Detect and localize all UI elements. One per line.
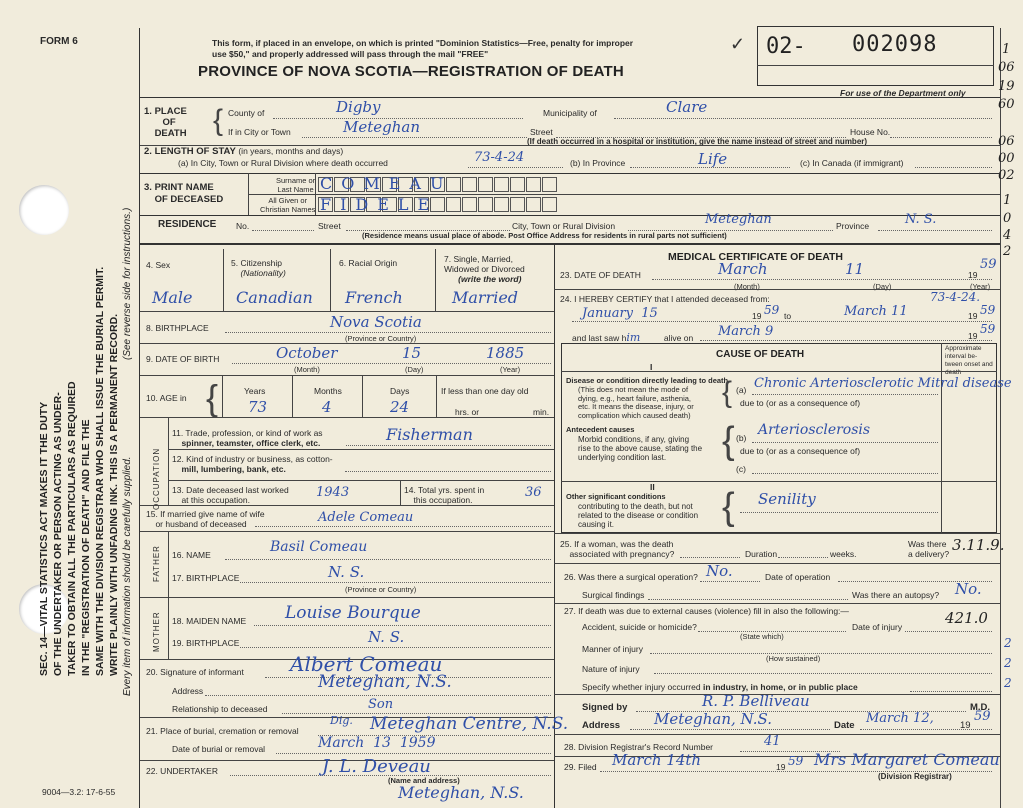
- birthplace-sub: (Province or Country): [345, 334, 417, 343]
- mother-name-value: Louise Bourque: [285, 603, 421, 623]
- dod-day: 11: [845, 260, 865, 278]
- due-to-b: due to (or as a consequence of): [740, 446, 861, 456]
- burial-prefix: Dig.: [330, 714, 353, 727]
- sex-label: 4. Sex: [146, 260, 171, 270]
- checkmark-icon: ✓: [730, 34, 746, 54]
- stay-b-label: (b) In Province: [570, 158, 626, 168]
- medical-title: MEDICAL CERTIFICATE OF DEATH: [668, 251, 843, 263]
- mother-name-label: 18. MAIDEN NAME: [172, 616, 247, 626]
- name-letter-box: [542, 197, 557, 212]
- certificate-date-label: Date: [834, 720, 855, 731]
- margin-age-note: 73-4-24.: [930, 290, 981, 304]
- due-to-a: due to (or as a consequence of): [740, 398, 861, 408]
- given-label: All Given or Christian Names: [260, 196, 316, 214]
- other-conditions-label: Other significant conditions: [566, 492, 666, 501]
- age-years: 73: [248, 398, 268, 416]
- spouse-value: Adele Comeau: [318, 510, 414, 525]
- name-letter-box: [462, 177, 477, 192]
- delivery-label: Was there a delivery?: [908, 539, 950, 559]
- how-sustained-sub: (How sustained): [766, 654, 821, 663]
- residence-province-label: Province: [836, 221, 870, 231]
- certificate-date: March 12,: [866, 711, 934, 726]
- side-instruction-6: WRITE PLAINLY WITH UNFADING INK. THIS IS A PERMANENT RECORD.: [108, 313, 120, 676]
- name-letter-box: [510, 177, 525, 192]
- dod-year-sub: (Year): [970, 282, 991, 291]
- surgical-label: 26. Was there a surgical operation?: [564, 572, 698, 582]
- form-number: FORM 6: [40, 36, 78, 47]
- name-letter-box: [542, 177, 557, 192]
- attend-from-year-prefix: 19: [752, 311, 762, 321]
- margin-code: 06: [998, 134, 1015, 149]
- attend-to: March 11: [844, 304, 908, 319]
- last-saw-year-prefix: 19: [968, 331, 978, 341]
- informant-signature: Albert Comeau: [290, 652, 443, 676]
- registration-prefix: 02-: [766, 34, 806, 59]
- racial-value: French: [345, 288, 403, 307]
- dod-label: 23. DATE OF DEATH: [560, 270, 641, 280]
- city-label: If in City or Town: [228, 127, 291, 137]
- name-letter-box: [462, 197, 477, 212]
- certificate-year: 59: [974, 709, 991, 724]
- sex-value: Male: [152, 288, 193, 307]
- side-instruction-4: IN THE "REGISTRATION OF DEATH" AND FILE THE: [80, 419, 92, 676]
- dob-day: 15: [402, 344, 422, 362]
- name-letter-box: [494, 177, 509, 192]
- margin-code: 06: [998, 60, 1015, 75]
- father-name-label: 16. NAME: [172, 550, 211, 560]
- accident-label: Accident, suicide or homicide?: [582, 622, 697, 632]
- surname-value: COMEAU: [320, 174, 453, 193]
- md-label: M.D.: [970, 702, 991, 713]
- trade-label: 11. Trade, profession, or kind of work as spinner, teamster, office clerk, etc.: [172, 428, 323, 448]
- roman-ii: II: [650, 482, 655, 492]
- filed-year: 59: [788, 754, 804, 768]
- hrs-label: hrs. or: [455, 407, 480, 417]
- name-letter-box: [526, 197, 541, 212]
- burial-date: March 13 1959: [318, 735, 436, 751]
- undertaker-label: 22. UNDERTAKER: [146, 766, 218, 776]
- place-label: 1. PLACE OF DEATH: [144, 106, 187, 139]
- undertaker-sub: (Name and address): [388, 776, 460, 785]
- approx-interval-label: Approximate interval be- tween onset and death: [945, 345, 993, 376]
- name-letter-box: [526, 177, 541, 192]
- informant-label: 20. Signature of informant: [146, 667, 244, 677]
- physician-address-label: Address: [582, 720, 621, 731]
- division-registrar-signature: Mrs Margaret Comeau: [814, 750, 1000, 769]
- record-number-label: 28. Division Registrar's Record Number: [564, 742, 714, 752]
- physician-address: Meteghan, N.S.: [654, 710, 772, 728]
- racial-label: 6. Racial Origin: [339, 258, 398, 268]
- margin-code-27: 421.0: [945, 609, 988, 627]
- occupation-vertical-label: OCCUPATION: [152, 447, 161, 510]
- marital-value: Married: [452, 288, 519, 307]
- physician-signature: R. P. Belliveau: [702, 692, 810, 710]
- mother-birthplace-label: 19. BIRTHPLACE: [172, 638, 240, 648]
- trade-value: Fisherman: [386, 425, 473, 444]
- residence-note: (Residence means usual place of abode. Post Office Address for residents in rural parts not sufficient): [362, 231, 727, 240]
- residence-no-label: No.: [236, 221, 250, 231]
- name-label: 3. PRINT NAME OF DECEASED: [144, 182, 224, 205]
- birthplace-value: Nova Scotia: [330, 313, 422, 331]
- manner-label: Manner of injury: [582, 644, 643, 654]
- citizenship-value: Canadian: [236, 288, 313, 307]
- dob-label: 9. DATE OF BIRTH: [146, 354, 220, 364]
- filed-label: 29. Filed: [564, 762, 597, 772]
- dob-day-sub: (Day): [405, 365, 424, 374]
- to-label: to: [784, 311, 792, 321]
- informant-address-label: Address: [172, 686, 204, 696]
- house-label: House No.: [850, 127, 891, 137]
- county-label: County of: [228, 108, 265, 118]
- less-than-day-label: If less than one day old: [441, 386, 529, 396]
- certificate-year-prefix: 19: [960, 720, 971, 731]
- age-months-label: Months: [314, 386, 342, 396]
- antecedent-note: Morbid conditions, if any, giving rise to the above cause, stating the underlying condition last.: [578, 435, 703, 462]
- duration-label: Duration: [745, 549, 778, 559]
- filed-year-prefix: 19: [776, 762, 786, 772]
- surname-label: Surname or Last Name: [276, 176, 316, 194]
- relationship-value: Son: [368, 697, 394, 712]
- marital-label: 7. Single, Married, Widowed or Divorced (write the word): [444, 254, 525, 284]
- other-conditions-value: Senility: [758, 490, 816, 508]
- father-vertical-label: FATHER: [152, 545, 161, 582]
- cause-b-value: Arteriosclerosis: [758, 422, 871, 438]
- father-birthplace-value: N. S.: [328, 563, 365, 581]
- municipality-value: Clare: [666, 98, 708, 116]
- autopsy-label: Was there an autopsy?: [852, 590, 940, 600]
- division-registrar-sub: (Division Registrar): [878, 772, 952, 781]
- weeks-label: weeks.: [830, 549, 857, 559]
- burial-date-label: Date of burial or removal: [172, 744, 266, 754]
- total-years-label: 14. Total yrs. spent in this occupation.: [404, 485, 485, 505]
- citizenship-label: 5. Citizenship (Nationality): [231, 258, 286, 278]
- margin-code: 1: [1002, 42, 1011, 57]
- side-instruction-7: (See reverse side for instructions.): [122, 207, 133, 360]
- antecedent-label: Antecedent causes: [566, 425, 635, 434]
- margin-code: 2: [1003, 244, 1012, 259]
- operation-date-label: Date of operation: [765, 572, 831, 582]
- min-label: min.: [533, 407, 550, 417]
- last-worked-value: 1943: [316, 485, 350, 500]
- signed-by-label: Signed by: [582, 702, 628, 713]
- autopsy-value: No.: [955, 580, 982, 598]
- surgical-findings-label: Surgical findings: [582, 590, 645, 600]
- attend-from-year: 59: [764, 303, 780, 317]
- age-days-label: Days: [390, 386, 410, 396]
- margin-code: 00: [998, 151, 1015, 166]
- name-letter-box: [494, 197, 509, 212]
- cause-title: CAUSE OF DEATH: [716, 349, 805, 360]
- name-letter-box: [478, 197, 493, 212]
- margin-code: 0: [1003, 211, 1012, 226]
- father-name-value: Basil Comeau: [270, 539, 368, 555]
- age-days: 24: [390, 398, 410, 416]
- age-label: 10. AGE in: [146, 393, 187, 403]
- mail-notice-1: This form, if placed in an envelope, on which is printed "Dominion Statistics—Free, penalty for improper: [212, 38, 634, 48]
- residence-city-label: City, Town or Rural Division: [512, 221, 616, 231]
- residence-street-label: Street: [318, 221, 341, 231]
- name-letter-box: [446, 197, 461, 212]
- dob-month-sub: (Month): [294, 365, 320, 374]
- stay-c-label: (c) In Canada (if immigrant): [800, 158, 904, 168]
- birthplace-label: 8. BIRTHPLACE: [146, 323, 209, 333]
- side-instruction-5: SAME WITH THE DIVISION REGISTRAR WHO SHALL ISSUE THE BURIAL PERMIT.: [94, 266, 106, 676]
- burial-place: Meteghan Centre, N.S.: [370, 714, 569, 734]
- residence-province-value: N. S.: [905, 212, 937, 227]
- nature-label: Nature of injury: [582, 664, 640, 674]
- side-instruction-2: OF THE UNDERTAKER OR PERSON ACTING AS UNDER-: [52, 392, 64, 676]
- side-instruction-1: SEC. 14—VITAL STATISTICS ACT MAKES IT THE DUTY: [38, 401, 50, 676]
- municipality-label: Municipality of: [543, 108, 597, 118]
- mail-notice-2: use $50," and properly addressed will pass through the mail "FREE": [212, 49, 489, 59]
- punch-hole-top: [19, 185, 69, 235]
- undertaker-address: Meteghan, N.S.: [398, 783, 524, 802]
- dod-year: 59: [980, 257, 997, 272]
- margin-code: 4: [1003, 228, 1012, 243]
- residence-label: RESIDENCE: [158, 219, 217, 230]
- hospital-note: (If death occurred in a hospital or institution, give the name instead of street and number): [527, 137, 868, 146]
- name-letter-box: [478, 177, 493, 192]
- last-worked-label: 13. Date deceased last worked at this occupation.: [172, 485, 289, 505]
- department-note: For use of the Department only: [840, 88, 966, 98]
- informant-address: Meteghan, N.S.: [318, 672, 452, 692]
- last-saw-label: and last saw him alive on: [572, 331, 694, 344]
- last-saw-date: March 9: [718, 324, 774, 339]
- dod-year-prefix: 19: [968, 270, 978, 280]
- father-birthplace-label: 17. BIRTHPLACE: [172, 573, 240, 583]
- form-title: PROVINCE OF NOVA SCOTIA—REGISTRATION OF DEATH: [198, 63, 624, 80]
- city-value: Meteghan: [343, 118, 421, 136]
- form-code: 9004—3.2: 17-6-55: [42, 787, 116, 797]
- spouse-label: 15. If married give name of wife or husband of deceased: [146, 509, 265, 529]
- cause-a-label: (a): [736, 385, 747, 395]
- other-conditions-note: contributing to the death, but not related to the disease or condition causing it.: [578, 502, 699, 529]
- roman-i: I: [650, 362, 653, 372]
- dod-day-sub: (Day): [873, 282, 892, 291]
- dob-year: 1885: [486, 344, 525, 362]
- margin-code: 60: [998, 97, 1015, 112]
- margin-code: 1: [1003, 193, 1012, 208]
- residence-city-value: Meteghan: [705, 212, 772, 227]
- margin-code: 02: [998, 168, 1015, 183]
- stay-a-value: 73-4-24: [474, 150, 525, 165]
- margin-code-25: 3.11.9.: [952, 536, 1005, 554]
- attend-to-year-prefix: 19: [968, 311, 978, 321]
- age-months: 4: [322, 398, 332, 416]
- direct-cause-label: Disease or condition directly leading to death: [566, 376, 729, 385]
- margin-code: 19: [998, 79, 1015, 94]
- injury-date-label: Date of injury: [852, 622, 903, 632]
- given-names-value: FIDELE: [320, 195, 439, 214]
- state-which-sub: (State which): [740, 632, 784, 641]
- county-value: Digby: [336, 98, 381, 116]
- cause-c-label: (c): [736, 464, 746, 474]
- side-instruction-8: Every item of information should be carefully supplied.: [122, 456, 133, 696]
- side-instruction-3: TAKER TO OBTAIN ALL THE PARTICULARS AS REQUIRED: [66, 381, 78, 676]
- undertaker-signature: J. L. Deveau: [322, 756, 431, 777]
- attend-label: 24. I HEREBY CERTIFY that I attended deceased from:: [560, 294, 770, 304]
- surgical-value: No.: [706, 562, 733, 580]
- stay-b-value: Life: [698, 150, 728, 168]
- name-letter-box: [510, 197, 525, 212]
- dod-month-sub: (Month): [734, 282, 760, 291]
- dob-year-sub: (Year): [500, 365, 521, 374]
- mother-birthplace-value: N. S.: [368, 628, 405, 646]
- cause-b-label: (b): [736, 433, 747, 443]
- attend-from: January 15: [582, 306, 658, 321]
- father-country-sub: (Province or Country): [345, 585, 417, 594]
- street-label: Street: [530, 127, 553, 137]
- stay-label: 2. LENGTH OF STAY (in years, months and days): [144, 146, 344, 157]
- age-years-label: Years: [244, 386, 266, 396]
- dob-month: October: [276, 344, 338, 362]
- record-number-value: 41: [764, 734, 781, 749]
- registration-number: 002098: [852, 32, 938, 57]
- external-label: 27. If death was due to external causes (violence) fill in also the following:—: [564, 606, 849, 616]
- mother-vertical-label: MOTHER: [152, 611, 161, 652]
- stay-a-label: (a) In City, Town or Rural Division where death occurred: [178, 158, 388, 168]
- burial-label: 21. Place of burial, cremation or removal: [146, 726, 299, 736]
- industry-label: 12. Kind of industry or business, as cotton- mill, lumbering, bank, etc.: [172, 454, 333, 474]
- direct-cause-note: (This does not mean the mode of dying, e.g., heart failure, asthenia, etc. It means the disease, injury, or complication which caused death): [578, 385, 694, 420]
- last-saw-year: 59: [980, 322, 996, 336]
- attend-to-year: 59: [980, 303, 996, 317]
- pregnancy-label: 25. If a woman, was the death associated with pregnancy?: [560, 539, 675, 559]
- total-years-value: 36: [525, 485, 542, 500]
- filed-date: March 14th: [612, 751, 702, 769]
- cause-a-value: Chronic Arteriosclerotic Mitral disease: [754, 376, 1012, 391]
- relationship-label: Relationship to deceased: [172, 704, 268, 714]
- dod-month: March: [718, 260, 768, 278]
- specify-label: Specify whether injury occurred in industry, in home, or in public place: [582, 682, 858, 692]
